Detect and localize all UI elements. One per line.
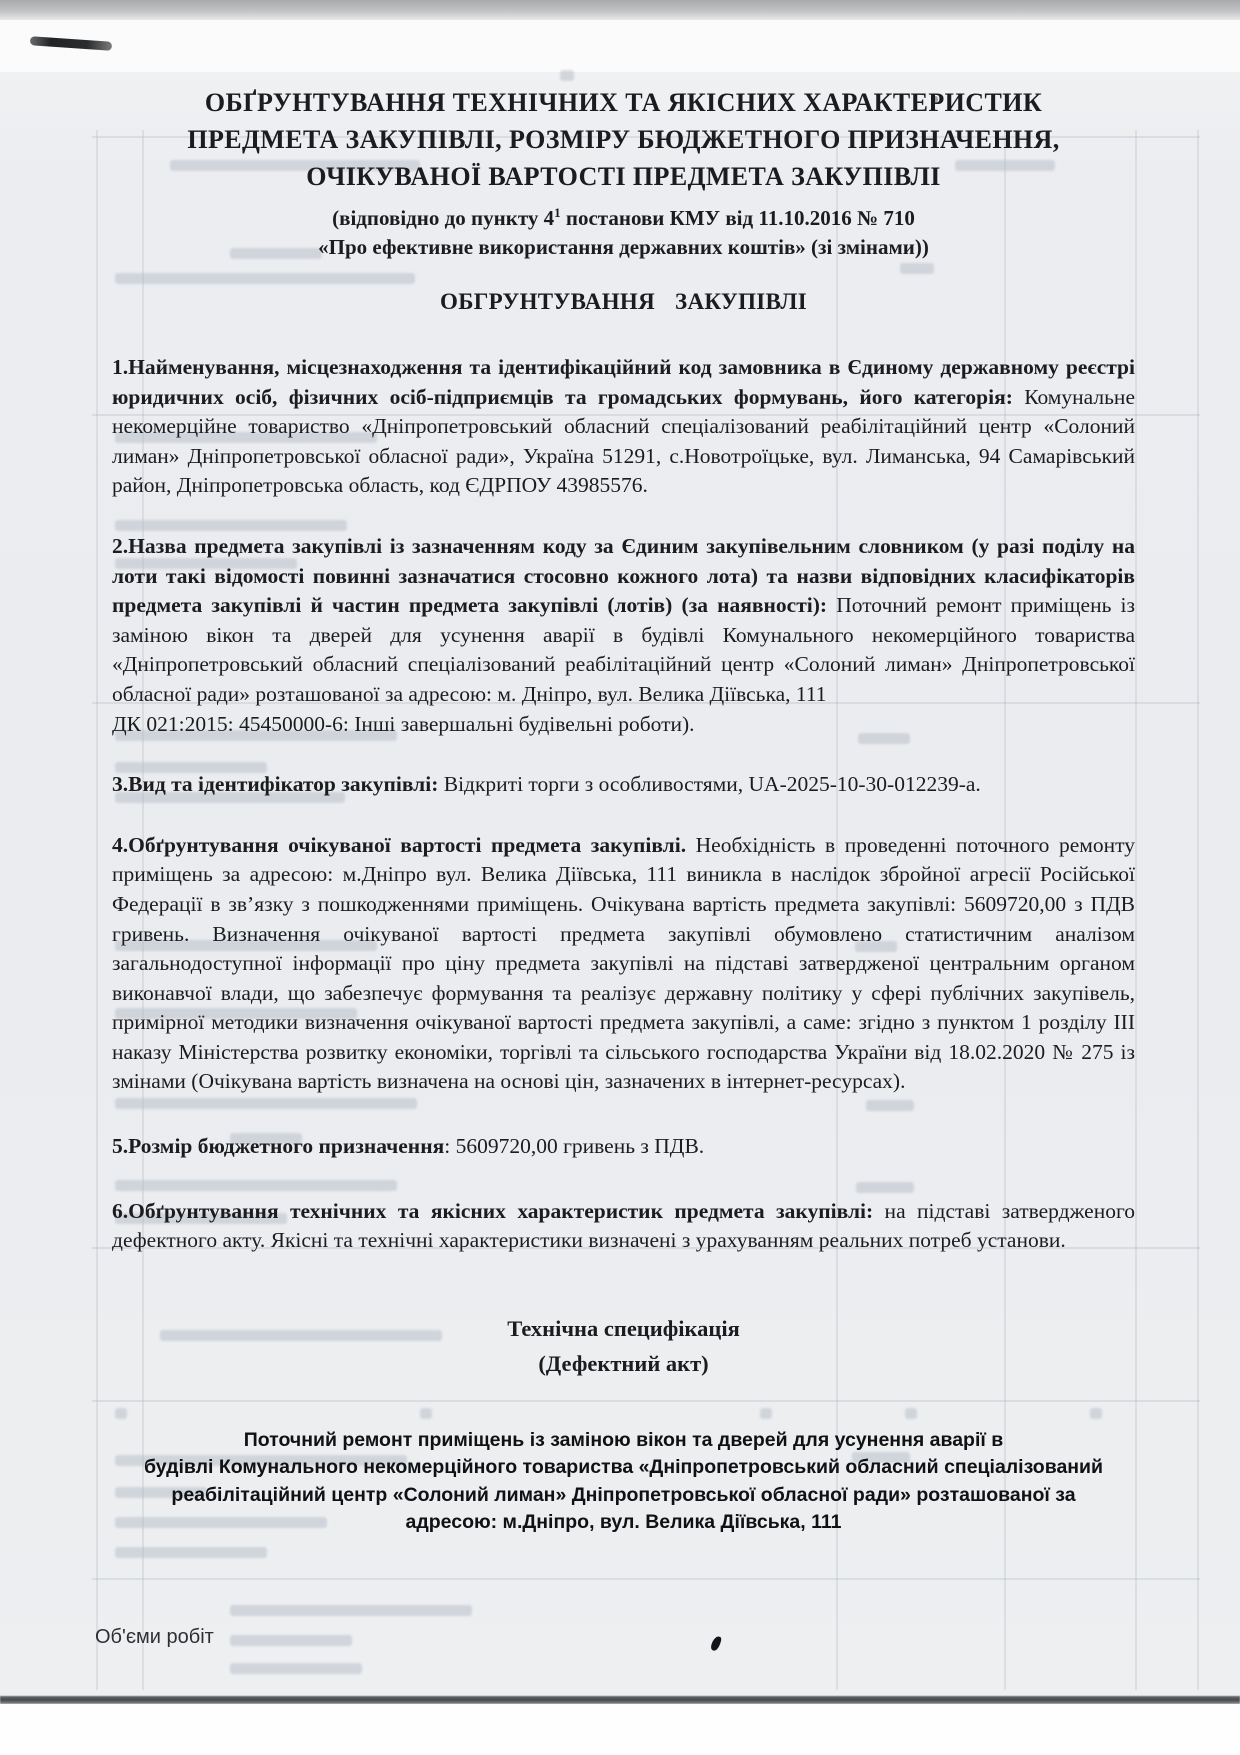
spec-description (112, 1427, 1135, 1537)
spec-heading: Технічна специфікація (507, 1315, 740, 1341)
paragraph-3-lead: 3.Вид та ідентифікатор закупівлі: (112, 772, 439, 797)
document-subtitle (112, 198, 1135, 262)
paragraph-1-body: Комунальне некомерційне товариство «Дніпропетровський обласний спеціалізований реабілітаційний центр «Солоний лиман» Дніпропетровської обласної ради», Україна 51291, с.Новотроїцьке, вул. Лиманська, 94 Самарівський район, Дніпропетровська область, код ЄДРПОУ 43985576. (112, 384, 1135, 498)
paragraph-1-lead: 1.Найменування, місцезнаходження та ідентифікаційний код замовника в Єдиному державному реєстрі юридичних осіб, фізичних осіб-підприємців та громадських формувань, його категорія: (112, 355, 1135, 409)
subtitle-line-2: «Про ефективне використання державних коштів» (зі змінами)) (318, 235, 929, 259)
paragraph-6-lead: 6.Обґрунтування технічних та якісних характеристик предмета закупівлі: (112, 1198, 874, 1223)
paragraph-4-lead: 4.Обґрунтування очікуваної вартості предмета закупівлі. (112, 832, 687, 857)
work-volumes-label: Об'єми робіт (95, 1626, 214, 1648)
title-line-1: ОБҐРУНТУВАННЯ ТЕХНІЧНИХ ТА ЯКІСНИХ ХАРАКТЕРИСТИК (204, 88, 1043, 117)
scan-top-edge (0, 0, 1240, 20)
scan-top-margin (0, 20, 1240, 72)
paragraph-4-body: Необхідність в проведенні поточного ремонту приміщень за адресою: м.Дніпро вул. Велика Діївська, 111 виникла в наслідок збройної агресії Російської Федерації в зв’язку з пошкодженнями приміщень. Очікувана вартість предмета закупівлі: 5609720,00 з ПДВ гривень. Визначення очікуваної вартості предмета закупівлі обумовлено статистичним аналізом загальнодоступної інформації про ціну предмета закупівлі на підставі затвердженої центральним органом виконавчої влади, що забезпечує формування та реалізує державну політику у сфері публічних закупівель, примірної методики визначення очікуваної вартості предмета закупівлі, а саме: згідно з пунктом 1 розділу ІІІ наказу Міністерства розвитку економіки, торгівлі та сільського господарства України від 18.02.2020 № 275 із змінами (Очікувана вартість визначена на основі цін, зазначених в інтернет-ресурсах). (112, 832, 1135, 1094)
scan-bottom-edge (0, 1696, 1240, 1704)
paragraph-4 (112, 831, 1135, 1097)
paragraph-6 (112, 1197, 1135, 1256)
paragraph-2-dk-code-line: ДК 021:2015: 45450000-6: Інші завершальні будівельні роботи). (112, 711, 695, 736)
spec-description-line-4: адресою: м.Дніпро, вул. Велика Діївська, 111 (405, 1511, 842, 1534)
spec-description-line-1: Поточний ремонт приміщень із заміною вікон та дверей для усунення аварії в (243, 1428, 1004, 1451)
paragraph-2 (112, 532, 1135, 739)
spec-description-line-2: будівлі Комунального некомерційного товариства «Дніпропетровський обласний спеціалізований (143, 1456, 1104, 1479)
paragraph-5-body: : 5609720,00 гривень з ПДВ. (444, 1134, 705, 1159)
document-body (112, 72, 1135, 1537)
subtitle-line-1: (відповідно до пункту $4^1$ постанови КМУ від 11.10.2016 № 710 (332, 205, 915, 230)
paragraph-6-body: на підставі затвердженого дефектного акту. Якісні та технічні характеристики визначені з урахуванням реальних потреб установи. (112, 1198, 1135, 1253)
section-heading: ОБГРУНТУВАННЯ ЗАКУПІВЛІ (440, 289, 807, 314)
paragraph-2-body: Поточний ремонт приміщень із заміною вікон та дверей для усунення аварії в будівлі Комунального некомерційного товариства «Дніпропетровський обласний спеціалізований реабілітаційний центр «Солоний лиман» Дніпропетровської обласної ради» розташованої за адресою: м. Дніпро, вул. Велика Діївська, 111 (112, 593, 1135, 706)
document-title (112, 84, 1135, 195)
paragraph-5-lead: 5.Розмір бюджетного призначення (112, 1134, 445, 1159)
paragraph-1 (112, 353, 1135, 501)
paragraph-3 (112, 770, 1135, 800)
spec-subheading: (Дефектний акт) (538, 1350, 709, 1376)
scan-bottom-margin (0, 1704, 1240, 1755)
spec-description-line-3: реабілітаційний центр «Солоний лиман» Дніпропетровської обласної ради» розташованої за (171, 1483, 1076, 1506)
paragraph-2-lead: 2.Назва предмета закупівлі із зазначенням коду за Єдиним закупівельним словником (у разі поділу на лоти такі відомості повинні зазначатися стосовно кожного лота) та назви відповідних класифікаторів предмета закупівлі й частин предмета закупівлі (лотів) (за наявності): (112, 533, 1135, 618)
title-line-3: ОЧІКУВАНОЇ ВАРТОСТІ ПРЕДМЕТА ЗАКУПІВЛІ (306, 162, 941, 191)
paragraph-5 (112, 1132, 1135, 1162)
title-line-2: ПРЕДМЕТА ЗАКУПІВЛІ, РОЗМІРУ БЮДЖЕТНОГО ПРИЗНАЧЕННЯ, (187, 125, 1060, 154)
footnote-superscript: 1 (554, 205, 561, 220)
paragraph-3-body: Відкриті торги з особливостями, UA-2025-10-30-012239-а. (438, 772, 981, 797)
